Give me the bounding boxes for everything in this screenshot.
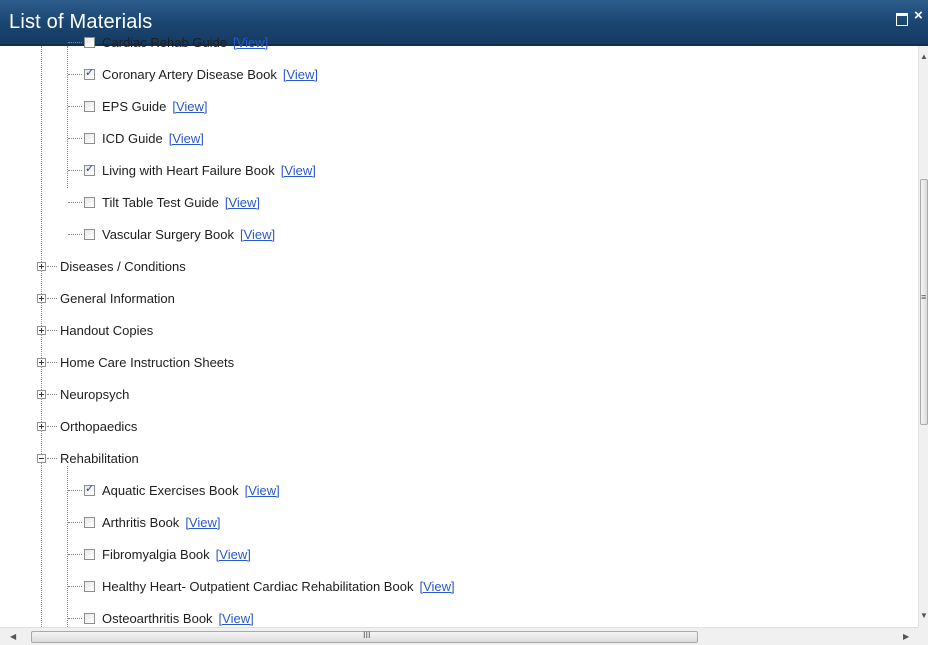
tree-item[interactable] <box>84 512 220 532</box>
view-link[interactable]: [View] <box>218 610 254 626</box>
tree-item[interactable] <box>84 128 204 148</box>
expand-icon[interactable] <box>37 358 46 367</box>
vertical-scroll-thumb[interactable] <box>920 179 928 425</box>
scrollbar-corner <box>918 627 928 645</box>
checkbox[interactable] <box>84 37 95 48</box>
tree-connector <box>68 202 82 203</box>
tree-item[interactable] <box>84 160 316 180</box>
materials-tree <box>0 34 918 627</box>
tree-item-label: Tilt Table Test Guide <box>102 194 219 210</box>
tree-connector <box>47 394 57 395</box>
expand-icon[interactable] <box>37 262 46 271</box>
tree-category-label: Orthopaedics <box>60 418 138 434</box>
expand-icon[interactable] <box>37 422 46 431</box>
scroll-right-arrow[interactable]: ▶ <box>903 632 910 641</box>
tree-item[interactable] <box>84 96 208 116</box>
checkbox[interactable] <box>84 613 95 624</box>
tree-connector <box>68 234 82 235</box>
tree-item-label: Healthy Heart- Outpatient Cardiac Rehabilitation Book <box>102 578 414 594</box>
vertical-scrollbar[interactable] <box>918 46 928 627</box>
view-link[interactable]: [View] <box>233 34 269 50</box>
tree-category-label: General Information <box>60 290 175 306</box>
window-title: List of Materials <box>9 11 153 33</box>
checkbox[interactable] <box>84 549 95 560</box>
vertical-grip: ≡ <box>921 292 927 302</box>
close-icon[interactable]: × <box>914 7 923 24</box>
tree-category-label: Handout Copies <box>60 322 154 338</box>
tree-connector <box>47 426 57 427</box>
tree-item-label: Fibromyalgia Book <box>102 546 210 562</box>
expand-icon[interactable] <box>37 326 46 335</box>
tree-connector <box>47 458 57 459</box>
checked-checkbox[interactable] <box>84 69 95 80</box>
checkbox[interactable] <box>84 229 95 240</box>
tree-item[interactable] <box>84 64 318 84</box>
collapse-icon[interactable] <box>37 454 46 463</box>
tree-category-label: Home Care Instruction Sheets <box>60 354 235 370</box>
tree-item-label: Cardiac Rehab Guide <box>102 34 228 50</box>
tree-item-label: ICD Guide <box>102 130 163 146</box>
tree-connector <box>68 554 82 555</box>
tree-connector <box>68 170 82 171</box>
tree-connector <box>68 74 82 75</box>
tree-item-label: Arthritis Book <box>102 514 180 530</box>
tree-connector <box>47 330 57 331</box>
checkbox[interactable] <box>84 101 95 112</box>
tree-item[interactable] <box>84 576 455 596</box>
tree-item[interactable] <box>84 480 280 500</box>
expand-icon[interactable] <box>37 390 46 399</box>
tree-item[interactable] <box>84 192 260 212</box>
tree-item[interactable] <box>84 224 275 244</box>
tree-connector <box>47 298 57 299</box>
tree-connector <box>68 106 82 107</box>
view-link[interactable]: [View] <box>419 578 455 594</box>
tree-item[interactable] <box>84 608 254 628</box>
tree-item-label: Osteoarthritis Book <box>102 610 213 626</box>
view-link[interactable]: [View] <box>280 162 316 178</box>
checked-checkbox[interactable] <box>84 485 95 496</box>
tree-item-label: Aquatic Exercises Book <box>102 482 239 498</box>
checkbox[interactable] <box>84 581 95 592</box>
tree-item[interactable] <box>84 32 268 52</box>
tree-category[interactable] <box>37 288 175 308</box>
tree-connector <box>68 42 82 43</box>
tree-connector <box>68 586 82 587</box>
scroll-up-arrow[interactable]: ▲ <box>920 52 928 61</box>
tree-category[interactable] <box>37 384 129 404</box>
expand-icon[interactable] <box>37 294 46 303</box>
scroll-down-arrow[interactable]: ▼ <box>920 611 928 620</box>
checkbox[interactable] <box>84 133 95 144</box>
view-link[interactable]: [View] <box>282 66 319 82</box>
tree-guide-top <box>67 46 68 188</box>
view-link[interactable]: [View] <box>224 194 260 210</box>
tree-connector <box>47 266 57 267</box>
checkbox[interactable] <box>84 517 95 528</box>
tree-category-label: Rehabilitation <box>60 450 139 466</box>
view-link[interactable]: [View] <box>168 130 204 146</box>
tree-category[interactable] <box>37 256 186 276</box>
tree-item-label: Coronary Artery Disease Book <box>102 66 277 82</box>
tree-item[interactable] <box>84 544 251 564</box>
horizontal-scrollbar[interactable] <box>0 627 918 645</box>
scroll-left-arrow[interactable]: ◀ <box>10 632 17 641</box>
tree-item-label: EPS Guide <box>102 98 167 114</box>
tree-category-label: Diseases / Conditions <box>60 258 186 274</box>
checkbox[interactable] <box>84 197 95 208</box>
view-link[interactable]: [View] <box>215 546 251 562</box>
tree-guide-root-lower <box>41 466 42 627</box>
view-link[interactable]: [View] <box>240 226 276 242</box>
horizontal-grip: III <box>363 630 371 640</box>
tree-category[interactable] <box>37 448 139 468</box>
tree-connector <box>68 490 82 491</box>
maximize-icon[interactable] <box>896 13 908 26</box>
tree-category[interactable] <box>37 352 234 372</box>
view-link[interactable]: [View] <box>172 98 208 114</box>
view-link[interactable]: [View] <box>244 482 280 498</box>
tree-category[interactable] <box>37 320 153 340</box>
tree-item-label: Living with Heart Failure Book <box>102 162 275 178</box>
tree-connector <box>68 138 82 139</box>
tree-category[interactable] <box>37 416 137 436</box>
tree-connector <box>68 618 82 619</box>
checked-checkbox[interactable] <box>84 165 95 176</box>
tree-connector <box>68 522 82 523</box>
tree-connector <box>47 362 57 363</box>
tree-item-label: Vascular Surgery Book <box>102 226 234 242</box>
tree-category-label: Neuropsych <box>60 386 130 402</box>
horizontal-scroll-thumb[interactable] <box>31 631 698 643</box>
view-link[interactable]: [View] <box>185 514 221 530</box>
